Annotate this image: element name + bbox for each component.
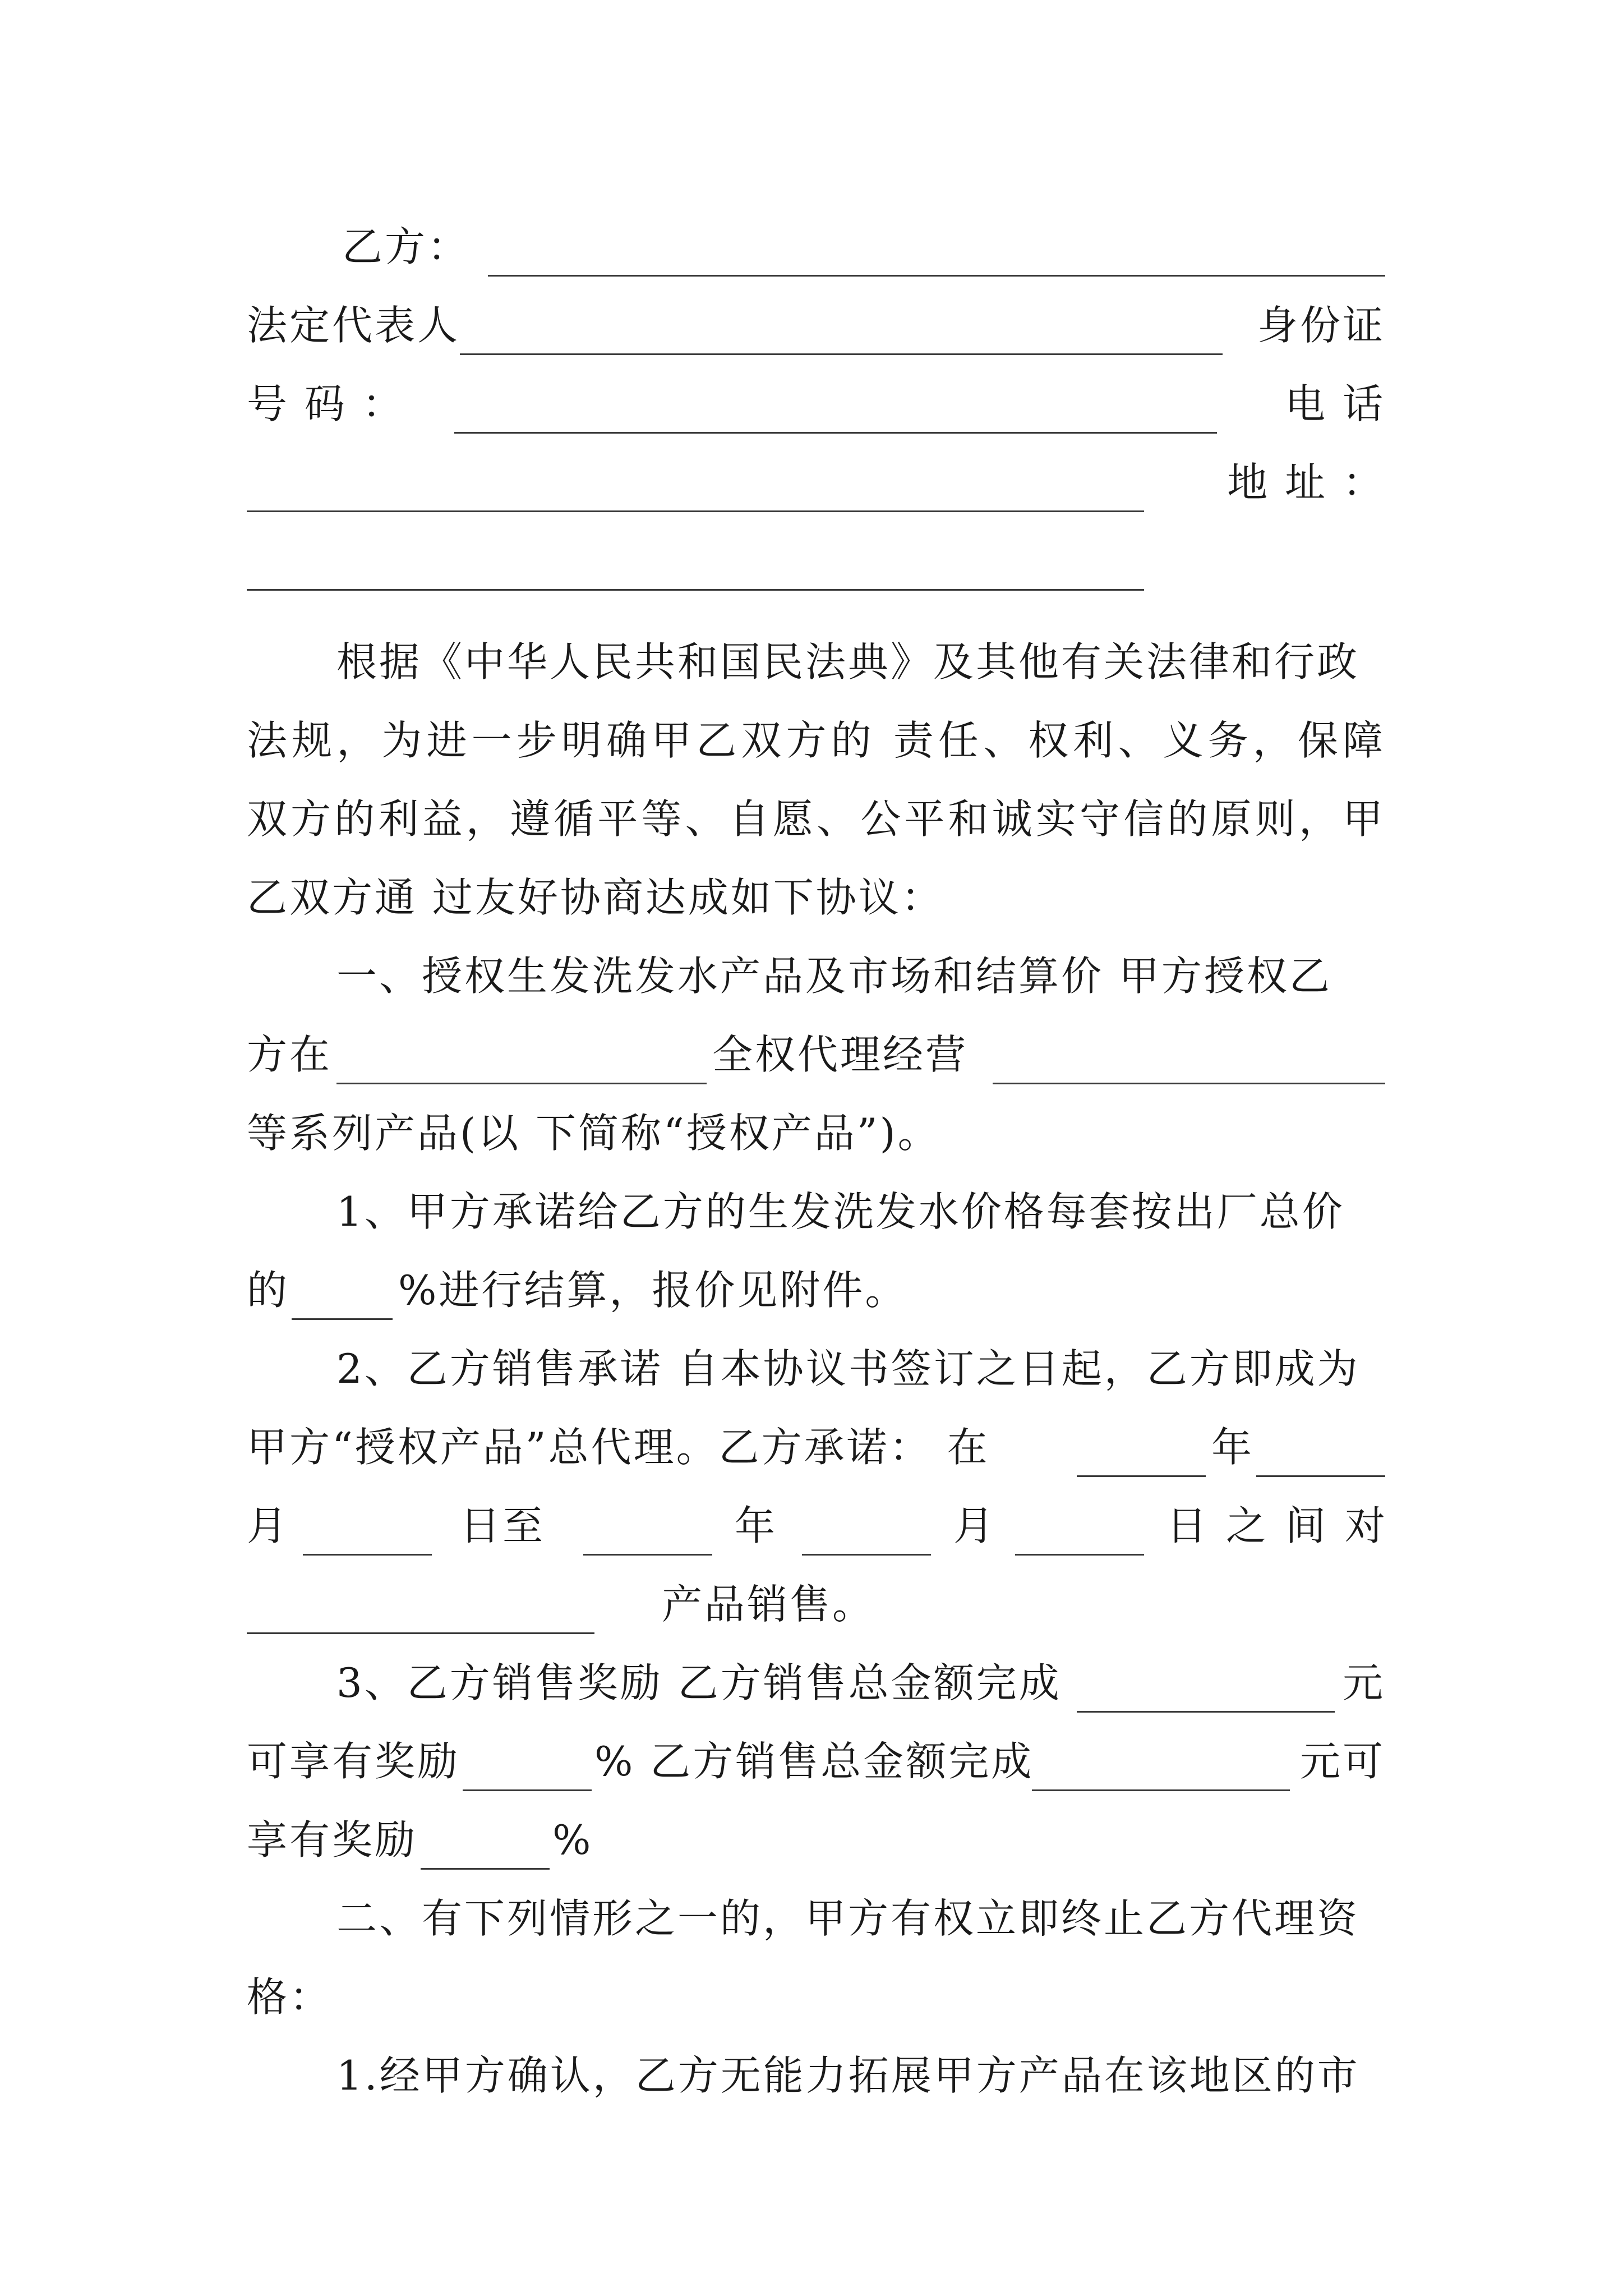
end-day-blank xyxy=(1015,1548,1144,1556)
id-card-label: 身份证 xyxy=(1257,302,1385,349)
address-blank xyxy=(247,583,1144,591)
section-1-text-b: 全权代理经营 xyxy=(712,1031,969,1078)
month-label-2: 月 xyxy=(953,1502,997,1549)
item-3-line-3 xyxy=(247,1801,1385,1879)
preamble-line-3: 双方的利益，遵循平等、自愿、公平和诚实守信的原则，甲 xyxy=(247,795,1385,843)
territory-blank xyxy=(336,1077,707,1084)
month-label: 月 xyxy=(247,1502,290,1549)
end-month-blank xyxy=(802,1548,931,1556)
item-1-line-1: 1、甲方承诺给乙方的生发洗发水价格每套按出厂总价 xyxy=(336,1188,1345,1235)
product-sales-label: 产品销售。 xyxy=(662,1581,875,1628)
address-blank-line xyxy=(247,522,1385,600)
party-b-line xyxy=(247,208,1385,286)
section-1-title: 一、授权生发洗发水产品及市场和结算价 甲方授权乙 xyxy=(336,953,1332,1000)
item-2-line-4 xyxy=(247,1565,1385,1644)
item-1-text-a: 的 xyxy=(247,1267,290,1314)
representative-label: 法定代表人 xyxy=(247,302,460,349)
item-2-line-2 xyxy=(247,1408,1385,1487)
item-1-line-2 xyxy=(247,1251,1385,1329)
start-month-blank-a xyxy=(1256,1470,1385,1477)
item-2-line-3 xyxy=(247,1487,1405,1565)
day-to-label: 日至 xyxy=(460,1502,546,1549)
item-3-text-a: 3、乙方销售奖励 乙方销售总金额完成 xyxy=(336,1659,1062,1706)
address-line xyxy=(247,443,1385,522)
item-2-year-label: 年 xyxy=(1211,1424,1255,1471)
id-number-label: 号 码 ： xyxy=(247,380,405,427)
section-1-text-a: 方在 xyxy=(247,1031,333,1078)
item-3-text-c: % 乙方销售总金额完成 xyxy=(594,1738,1034,1785)
termination-item-1: 1.经甲方确认，乙方无能力拓展甲方产品在该地区的市 xyxy=(336,2052,1360,2099)
yuan-label-1: 元 xyxy=(1342,1659,1385,1706)
item-2-text-a: 甲方“授权产品”总代理。乙方承诺： 在 xyxy=(247,1424,990,1471)
section-2-line-2: 格： xyxy=(247,1973,333,2021)
item-3-text-b: 可享有奖励 xyxy=(247,1738,460,1785)
representative-blank xyxy=(460,348,1223,355)
party-b-label: 乙方： xyxy=(342,223,471,270)
percent-label: % xyxy=(552,1816,593,1864)
item-1-text-b: %进行结算，报价见附件。 xyxy=(398,1267,908,1314)
sales-amount-blank-2 xyxy=(1032,1784,1290,1791)
party-b-name-blank xyxy=(488,269,1385,277)
item-3-line-1 xyxy=(247,1644,1385,1722)
day-between-label: 日之间对 xyxy=(1166,1502,1405,1549)
phone-blank xyxy=(247,505,1144,512)
yuan-label-2: 元可 xyxy=(1299,1738,1385,1785)
preamble-line-4: 乙双方通 过友好协商达成如下协议： xyxy=(247,874,944,921)
section-1-line-3: 等系列产品(以 下简称“授权产品”)。 xyxy=(247,1110,940,1157)
product-blank xyxy=(993,1077,1385,1084)
start-year-blank xyxy=(1077,1470,1206,1477)
id-number-blank xyxy=(454,426,1217,434)
sales-amount-blank-1 xyxy=(1077,1705,1335,1713)
address-label: 地 址 ： xyxy=(1227,459,1385,506)
item-2-line-1: 2、乙方销售承诺 自本协议书签订之日起，乙方即成为 xyxy=(336,1345,1360,1392)
start-day-blank xyxy=(303,1548,432,1556)
preamble-line-2: 法规，为进一步明确甲乙双方的 责任、权利、义务，保障 xyxy=(247,717,1385,764)
reward-percent-blank-1 xyxy=(463,1784,592,1791)
representative-line xyxy=(247,286,1385,365)
end-year-blank xyxy=(583,1548,712,1556)
item-3-line-2 xyxy=(247,1722,1385,1801)
item-3-text-d: 享有奖励 xyxy=(247,1816,418,1864)
preamble-line-1: 根据《中华人民共和国民法典》及其他有关法律和行政 xyxy=(336,638,1360,685)
id-number-line xyxy=(247,365,1385,443)
sales-target-blank xyxy=(247,1627,594,1634)
reward-percent-blank-2 xyxy=(421,1862,550,1870)
section-1-line-2 xyxy=(247,1015,1385,1094)
year-label: 年 xyxy=(735,1502,778,1549)
phone-label: 电 话 xyxy=(1285,380,1385,427)
section-2-line-1: 二、有下列情形之一的，甲方有权立即终止乙方代理资 xyxy=(336,1895,1360,1942)
settlement-percent-blank xyxy=(292,1313,393,1320)
